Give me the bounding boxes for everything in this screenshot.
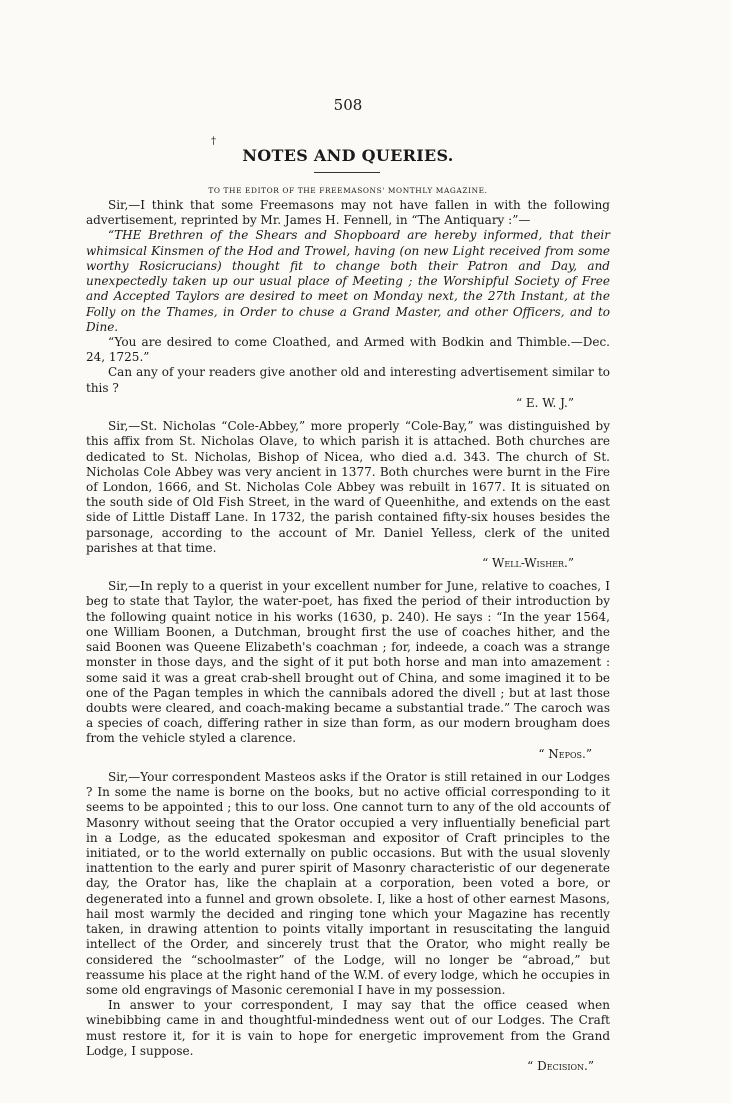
paragraph: Can any of your readers give another old and interesting advertisement similar to this ? <box>86 365 610 395</box>
signature: “ Nepos.” <box>538 746 592 761</box>
paragraph: Sir,—Your correspondent Masteos asks if the Orator is still retained in our Lodges ? In some the name is borne on the books, but no active official corresponding to it seems to be appointed ; this to our loss. One cannot turn to any of the old accounts of Masonry without seeing that the Orator occupied a very influentially beneficial part in a Lodge, as the educated spokesman and expositor of Craft principles to the initiated, or to the world externally on public occasions. But with the usual slovenly inattention to the early and purer spirit of Masonry characteristic of our degenerate day, the Orator has, like the chaplain at a corporation, been voted a bore, or degenerated into a funnel and grown obsolete. I, like a host of other earnest Masons, hail most warmly the decided and ringing tone which your Magazine has recently taken, in drawing attention to points vitally important in resuscitating the languid intellect of the Order, and sincerely trust that the Orator, who might really be considered the “schoolmaster” of the Lodge, will no longer be “abroad,” but reassume his place at the right hand of the W.M. of every lodge, which he occupies in some old engravings of Masonic ceremonial I have in my possession. <box>86 769 610 997</box>
body-text <box>86 198 610 1074</box>
signature: “ Decision.” <box>527 1059 594 1074</box>
letter-heading: TO THE EDITOR OF THE FREEMASONS' MONTHLY MAGAZINE. <box>208 186 488 195</box>
section-title: NOTES AND QUERIES. <box>242 146 454 165</box>
paragraph: Sir,—St. Nicholas “Cole-Abbey,” more properly “Cole-Bay,” was distinguished by this affix from St. Nicholas Olave, to which parish it is attached. Both churches are dedicated to St. Nicholas, Bishop of Nicea, who died a.d. 343. The church of St. Nicholas Cole Abbey was very ancient in 1377. Both churches were burnt in the Fire of London, 1666, and St. Nicholas Cole Abbey was rebuilt in 1677. It is situated on the south side of Old Fish Street, in the ward of Queenhithe, and extends on the east side of Little Distaff Lane. In 1732, the parish contained fifty-six houses besides the parsonage, according to the account of Mr. Daniel Yelless, clerk of the united parishes at that time. <box>86 419 610 555</box>
paragraph: In answer to your correspondent, I may say that the office ceased when winebibbing came in and thoughtful-mindedness went out of our Lodges. The Craft must restore it, for it is vain to hope for energetic improvement from the Grand Lodge, I suppose. <box>86 998 610 1058</box>
title-rule <box>314 172 380 173</box>
paragraph: Sir,—In reply to a querist in your excellent number for June, relative to coaches, I beg to state that Taylor, the water-poet, has fixed the period of their introduction by the following quaint notice in his works (1630, p. 240). He says : “In the year 1564, one William Boonen, a Dutchman, brought first the use of coaches hither, and the said Boonen was Queene Elizabeth's coachman ; for, indeede, a coach was a strange monster in those days, and the sight of it put both horse and man into amazement : some said it was a great crab-shell brought out of China, and some imagined it to be one of the Pagan temples in which the cannibals adored the divell ; but at last those doubts were cleared, and coach-making became a substantial trade.” The caroch was a species of coach, differing rather in size than form, as our modern brougham does from the vehicle styled a clarence. <box>86 579 610 746</box>
signature: “ E. W. J.” <box>515 395 574 410</box>
page-number: 508 <box>333 96 363 114</box>
paragraph: “THE Brethren of the Shears and Shopboard are hereby informed, that their whimsical Kinsmen of the Hod and Trowel, having (on new Light received from some worthy Rosicrucians) thought fit to change both their Patron and Day, and unexpectedly taken up our usual place of Meeting ; the Worshipful Society of Free and Accepted Taylors are desired to meet on Monday next, the 27th Instant, at the Folly on the Thames, in Order to chuse a Grand Master, and other Officers, and to Dine. <box>86 228 610 334</box>
stray-mark: † <box>211 136 216 147</box>
paragraph: “You are desired to come Cloathed, and Armed with Bodkin and Thimble.—Dec. 24, 1725.” <box>86 334 610 365</box>
paragraph: Sir,—I think that some Freemasons may not have fallen in with the following advertisement, reprinted by Mr. James H. Fennell, in “The Antiquary :”— <box>86 198 610 228</box>
signature: “ Well-Wisher.” <box>482 556 574 571</box>
